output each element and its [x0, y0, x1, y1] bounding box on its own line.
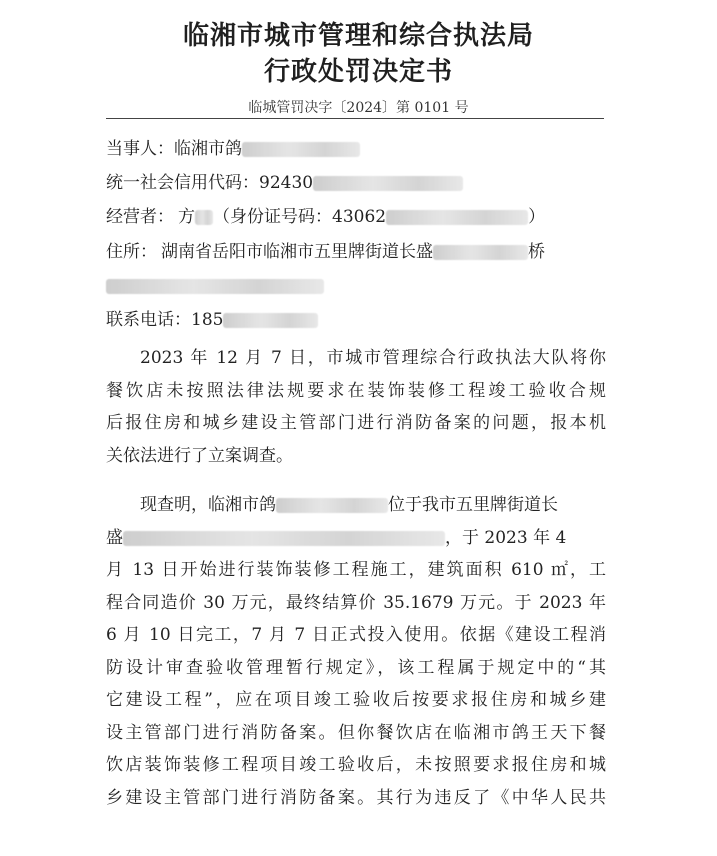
phone-line	[106, 308, 318, 332]
address-line-2	[106, 274, 324, 298]
phone-value: 185	[191, 310, 224, 330]
document-type: 行政处罚决定书	[263, 57, 453, 87]
id-label: （身份证号码：	[213, 207, 332, 227]
party-line	[106, 137, 360, 161]
address-label: 住所：	[106, 242, 157, 262]
text-line: 设主管部门进行消防备案。但你餐饮店在临湘市鸽王天下餐	[106, 722, 606, 743]
text-line: 月 13 日开始进行装饰装修工程施工，建筑面积 610 ㎡，工	[106, 560, 606, 580]
redaction-block	[433, 245, 528, 260]
text-line: 2023 年 12 月 7 日，市城市管理综合行政执法大队将你	[140, 348, 606, 368]
redaction-block	[276, 498, 388, 513]
text-line: 关依法进行了立案调查。	[106, 445, 293, 466]
operator-name: 方	[178, 207, 195, 227]
party-value: 临湘市鸽	[174, 139, 242, 159]
text-line: 6 月 10 日完工，7 月 7 日正式投入使用。依据《建设工程消	[106, 625, 606, 645]
text-segment: ，于 2023 年 4	[445, 527, 567, 548]
text-line	[106, 522, 606, 555]
operator-line	[106, 205, 545, 229]
text-segment: 位于我市五里牌街道长	[388, 495, 558, 515]
redaction-block	[386, 210, 528, 225]
redaction-block	[195, 210, 213, 225]
operator-label: 经营者：	[106, 207, 174, 227]
redaction-block	[223, 313, 318, 328]
text-line: 后报住房和城乡建设主管部门进行消防备案的问题，报本机	[106, 413, 606, 433]
document-title	[0, 18, 717, 90]
paragraph-case-filing	[106, 342, 606, 472]
text-line: 餐饮店未按照法律法规要求在装饰装修工程竣工验收合规	[106, 380, 606, 401]
address-tail: 桥	[528, 242, 545, 262]
text-line: 防设计审查验收管理暂行规定》，该工程属于规定中的“其	[106, 657, 606, 678]
agency-name: 临湘市城市管理和综合执法局	[182, 21, 534, 51]
document-number: 临城管罚决字〔2024〕第 0101 号	[248, 100, 469, 116]
redaction-block	[313, 176, 463, 191]
party-label: 当事人：	[106, 139, 174, 159]
text-segment: 盛	[106, 527, 123, 548]
header-divider	[106, 118, 604, 119]
address-value: 湖南省岳阳市临湘市五里牌街道长盛	[161, 242, 433, 262]
text-line	[106, 489, 606, 522]
redaction-block	[242, 142, 360, 157]
text-line: 饮店装饰装修工程项目竣工验收后，未按照要求报住房和城	[106, 755, 606, 775]
redaction-block	[106, 279, 324, 294]
text-line: 乡建设主管部门进行消防备案。其行为违反了《中华人民共	[106, 787, 606, 808]
credit-code-label: 统一社会信用代码：	[106, 173, 259, 193]
id-close: ）	[528, 207, 546, 227]
credit-code-value: 92430	[259, 173, 314, 193]
id-value: 43062	[332, 207, 387, 227]
address-line	[106, 240, 545, 264]
phone-label: 联系电话：	[106, 310, 191, 330]
redaction-block	[123, 531, 445, 546]
paragraph-findings	[106, 489, 606, 814]
text-line: 它建设工程”，应在项目竣工验收后按要求报住房和城乡建	[106, 690, 606, 710]
text-line: 程合同造价 30 万元，最终结算价 35.1679 万元。于 2023 年	[106, 592, 606, 613]
credit-code-line	[106, 171, 463, 195]
text-segment: 现查明，临湘市鸽	[140, 495, 276, 515]
